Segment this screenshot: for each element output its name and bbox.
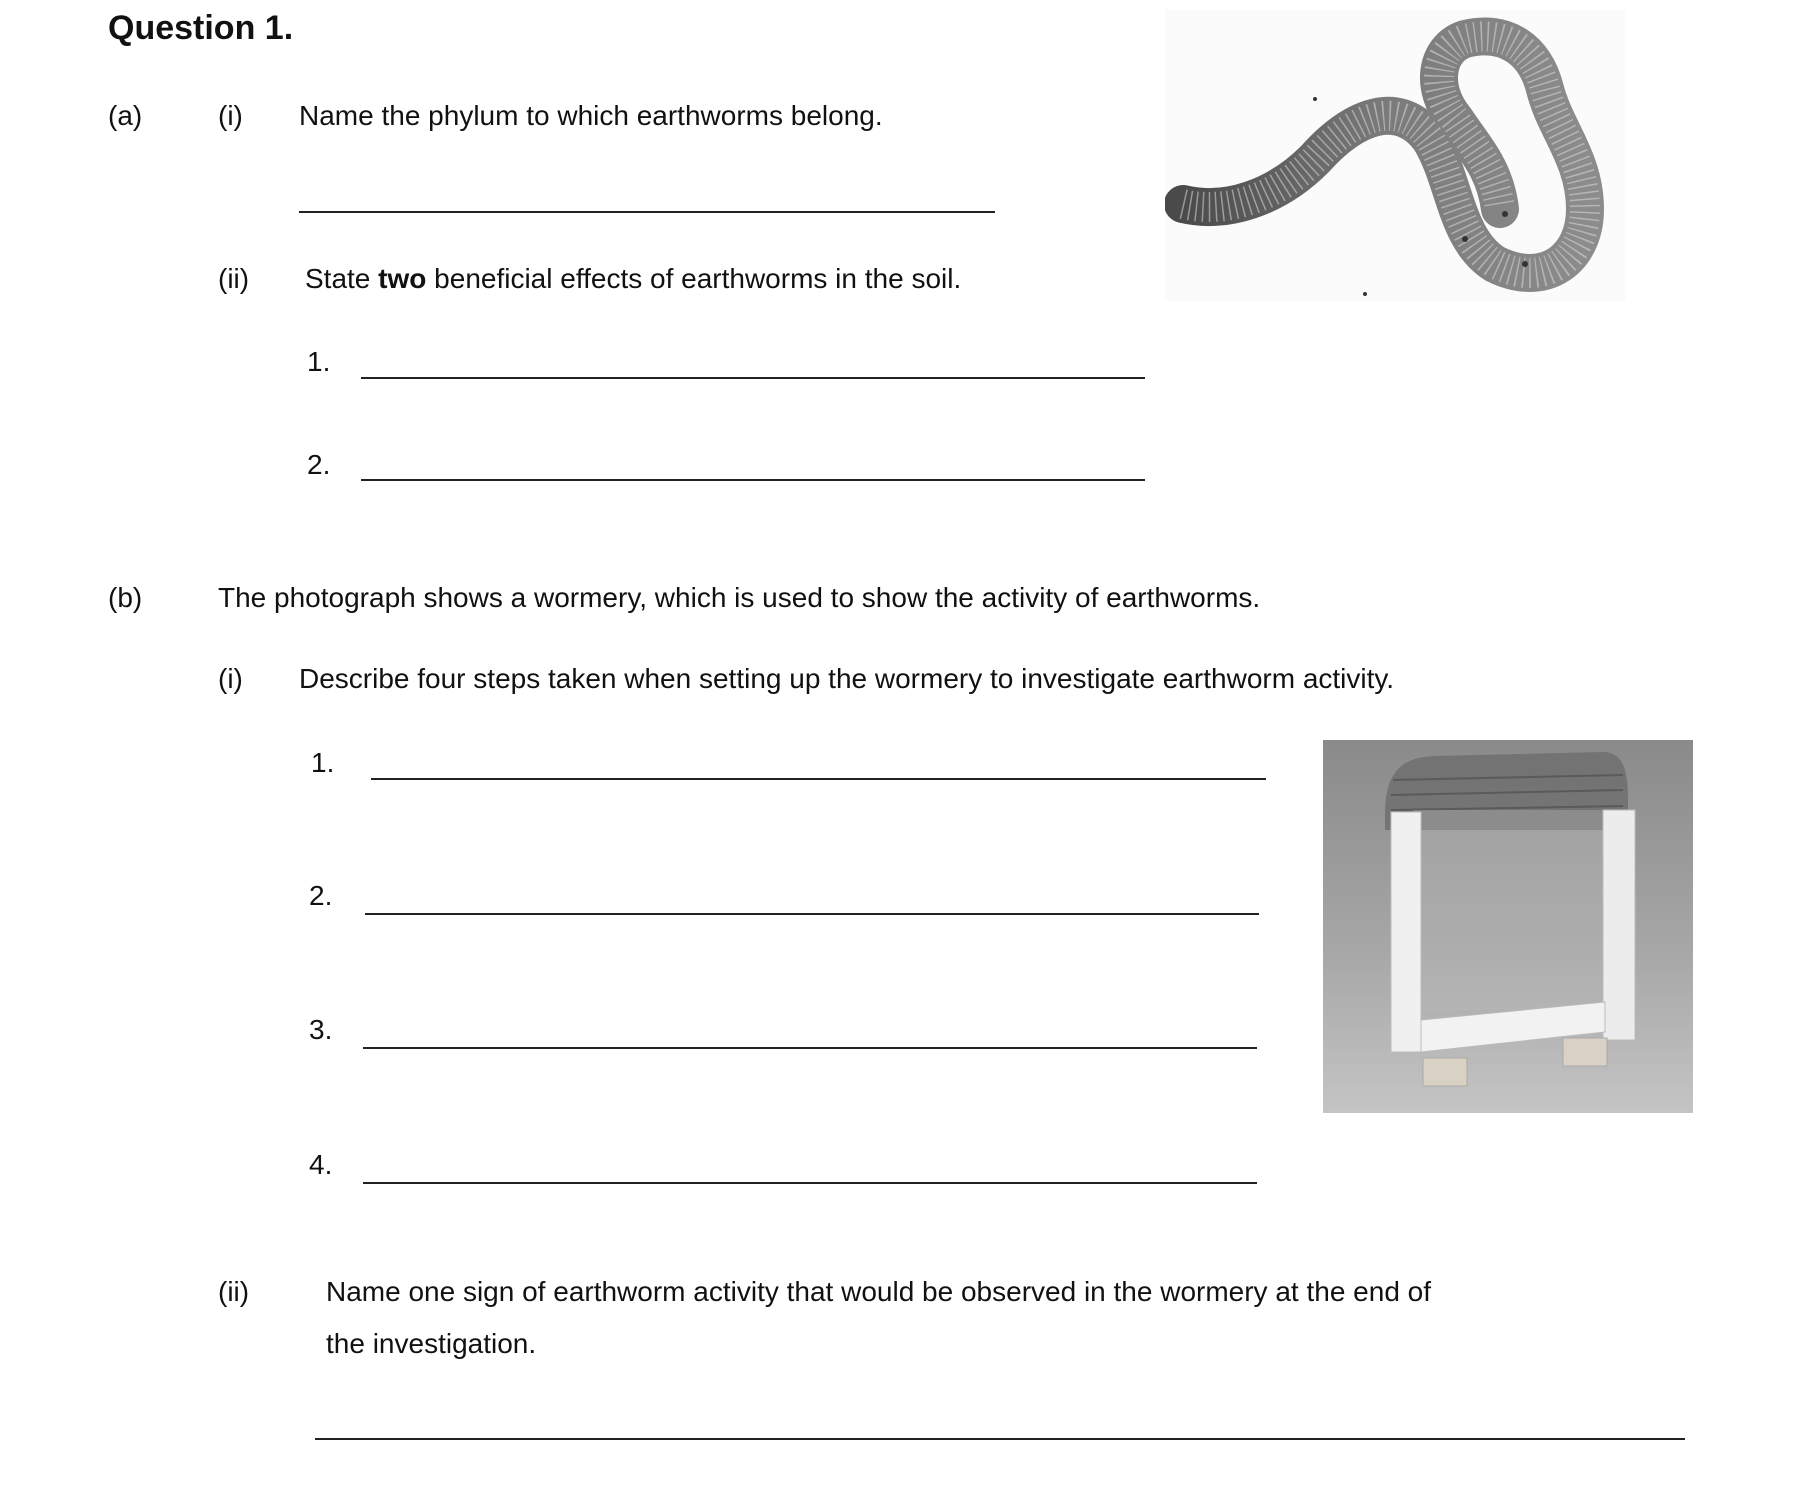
part-a-i-label: (i)	[218, 100, 243, 131]
part-a-ii-item-1-label: 1.	[307, 346, 331, 377]
earthworm-photo	[1165, 9, 1626, 301]
part-a-ii-item-2-label: 2.	[307, 449, 331, 480]
part-a-label: (a)	[108, 100, 143, 131]
part-b-i-label: (i)	[218, 663, 243, 694]
part-b-ii-question-line-1: Name one sign of earthworm activity that would be observed in the wormery at the end of	[326, 1276, 1432, 1307]
question-title: Question 1.	[108, 9, 294, 47]
answer-line-a-ii-1[interactable]	[361, 377, 1145, 379]
part-b-i-item-1-label: 1.	[311, 747, 335, 778]
answer-line-a-i[interactable]	[299, 211, 995, 213]
part-a-ii-text-after: beneficial effects of earthworms in the soil.	[426, 263, 962, 294]
part-b-intro: The photograph shows a wormery, which is used to show the activity of earthworms.	[218, 582, 1261, 613]
part-b-i-question: Describe four steps taken when setting up the wormery to investigate earthworm activity.	[299, 663, 1395, 694]
part-b-label: (b)	[108, 582, 143, 613]
answer-line-b-i-1[interactable]	[371, 778, 1266, 780]
wormery-frame-icon	[1323, 740, 1693, 1113]
part-b-ii-label: (ii)	[218, 1276, 250, 1307]
earthworm-icon	[1165, 9, 1626, 301]
answer-line-b-i-3[interactable]	[363, 1047, 1257, 1049]
part-b-i-item-3-label: 3.	[309, 1014, 333, 1045]
answer-line-b-i-2[interactable]	[365, 913, 1259, 915]
part-a-ii-label: (ii)	[218, 263, 250, 294]
answer-line-b-ii[interactable]	[315, 1438, 1685, 1440]
answer-line-b-i-4[interactable]	[363, 1182, 1257, 1184]
part-a-i-question: Name the phylum to which earthworms belong.	[299, 100, 883, 131]
part-a-ii-text-before: State	[305, 263, 379, 294]
answer-line-a-ii-2[interactable]	[361, 479, 1145, 481]
part-a-ii-text-bold: two	[378, 263, 427, 294]
part-b-ii-question-line-2: the investigation.	[326, 1328, 537, 1359]
part-b-i-item-4-label: 4.	[309, 1149, 333, 1180]
wormery-photo	[1323, 740, 1693, 1113]
part-b-i-item-2-label: 2.	[309, 880, 333, 911]
part-a-ii-question	[305, 262, 961, 296]
